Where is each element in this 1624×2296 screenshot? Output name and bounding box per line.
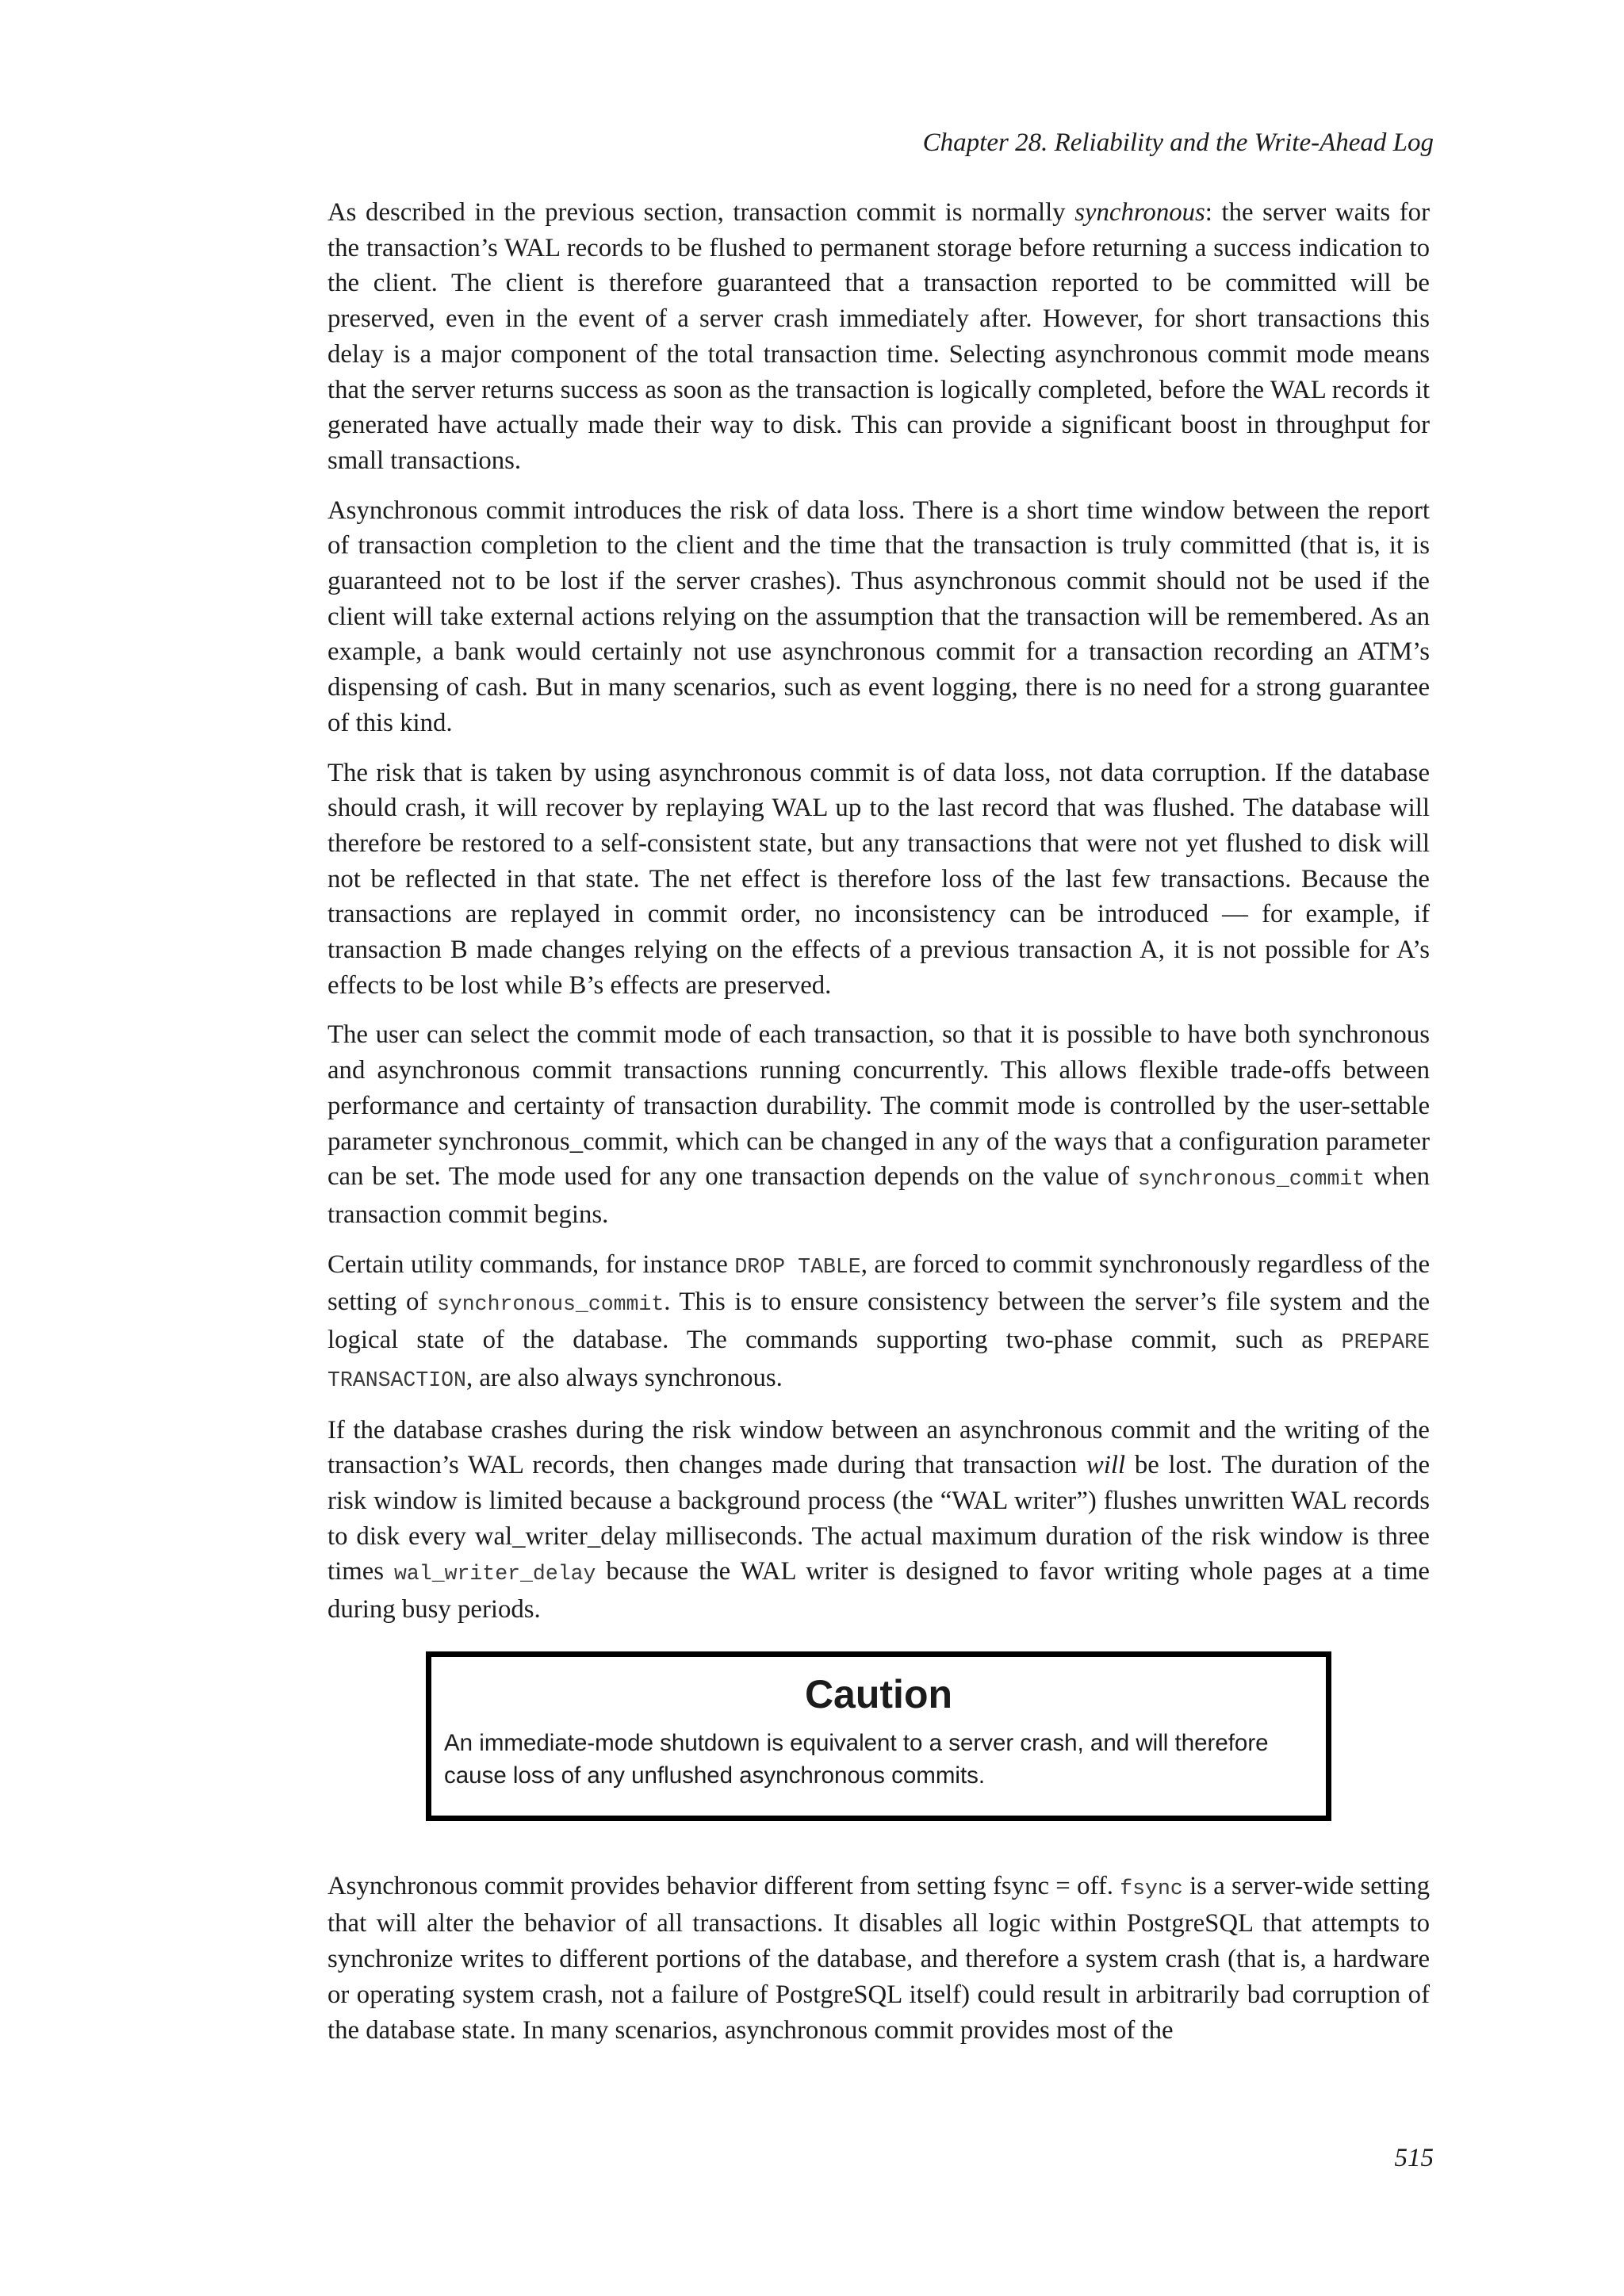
code-drop-table: DROP TABLE — [734, 1254, 861, 1279]
caution-title: Caution — [804, 1671, 953, 1716]
code-fsync: fsync — [1120, 1876, 1183, 1900]
emphasis-synchronous: synchronous — [1074, 198, 1205, 227]
running-header: Chapter 28. Reliability and the Write-Ahead Log — [922, 128, 1434, 157]
paragraph-data-loss-risk: Asynchronous commit introduces the risk of data loss. There is a short time window between the report of transaction completion to the client and the time that the transaction is truly committed (that is, it is guaranteed not to be lost if the server crashes). Thus asynchronous commit should not be used if the client will take external actions relying on the assumption that the transaction will be remembered. As an example, a bank would certainly not use asynchronous commit for a transaction recording an ATM’s dispensing of cash. But in many scenarios, such as event logging, there is no need for a strong guarantee of this kind. — [327, 496, 1430, 737]
emphasis-will: will — [1086, 1451, 1126, 1480]
paragraph-synchronous-commit: As described in the previous section, transaction commit is normally synchronous: the server waits for the transaction’s WAL records to be flushed to permanent storage before returning a success indication to the client. The client is therefore guaranteed that a transaction reported to be committed will be preserved, even in the event of a server crash immediately after. However, for short transactions this delay is a major component of the total transaction time. Selecting asynchronous commit mode means that the server returns success as soon as the transaction is logically completed, before the WAL records it generated have actually made their way to disk. This can provide a significant boost in throughput for small transactions. — [327, 198, 1430, 475]
paragraph-commit-mode: The user can select the commit mode of each transaction, so that it is possible to have both synchronous and asynchronous commit transactions running concurrently. This allows flexible trade-offs between performance and certainty of transaction durability. The commit mode is controlled by the user-settable parameter synchronous_commit, which can be changed in any of the ways that a configuration parameter can be set. The mode used for any one transaction depends on the value of synchronous_commit when transaction commit begins. — [327, 1020, 1430, 1229]
body-text — [327, 195, 1430, 2062]
caution-text: An immediate-mode shutdown is equivalent to a server crash, and will therefore cause loss of any unflushed asynchronous commits. — [444, 1729, 1269, 1789]
paragraph-risk-window: If the database crashes during the risk window between an asynchronous commit and the writing of the transaction’s WAL records, then changes made during that transaction will be lost. The duration of the risk window is limited because a background process (the “WAL writer”) flushes unwritten WAL records to disk every wal_writer_delay milliseconds. The actual maximum duration of the risk window is three times wal_writer_delay because the WAL writer is designed to favor writing whole pages at a time during busy periods. — [327, 1415, 1430, 1624]
page-number: 515 — [1394, 2144, 1434, 2172]
code-prepare-transaction: PREPARE TRANSACTION — [327, 1330, 1430, 1392]
paragraph-utility-commands: Certain utility commands, for instance DROP TABLE, are forced to commit synchronously regardless of the setting of synchronous_commit. This is to ensure consistency between the server’s file system and the logical state of the database. The commands supporting two-phase commit, such as PREPARE TRANSACTION, are also always synchronous. — [327, 1249, 1431, 1392]
paragraph-data-corruption: The risk that is taken by using asynchronous commit is of data loss, not data corruption. If the database should crash, it will recover by replaying WAL up to the last record that was flushed. The database will therefore be restored to a self-consistent state, but any transactions that were not yet flushed to disk will not be reflected in that state. The net effect is therefore loss of the last few transactions. Because the transactions are replayed in commit order, no inconsistency can be introduced — for example, if transaction B made changes relying on the effects of a previous transaction A, it is not possible for A’s effects to be lost while B’s effects are preserved. — [327, 758, 1430, 1000]
code-wal-writer-delay: wal_writer_delay — [393, 1562, 596, 1586]
paragraph-fsync: Asynchronous commit provides behavior different from setting fsync = off. fsync is a server-wide setting that will alter the behavior of all transactions. It disables all logic within PostgreSQL that attempts to synchronize writes to different portions of the database, and therefore a system crash (that is, a hardware or operating system crash, not a failure of PostgreSQL itself) could result in arbitrarily bad corruption of the database state. In many scenarios, asynchronous commit provides most of the — [327, 1871, 1430, 2045]
code-synchronous-commit: synchronous_commit — [1137, 1167, 1365, 1192]
caution-box — [426, 1651, 1331, 1821]
code-synchronous-commit: synchronous_commit — [436, 1292, 665, 1317]
